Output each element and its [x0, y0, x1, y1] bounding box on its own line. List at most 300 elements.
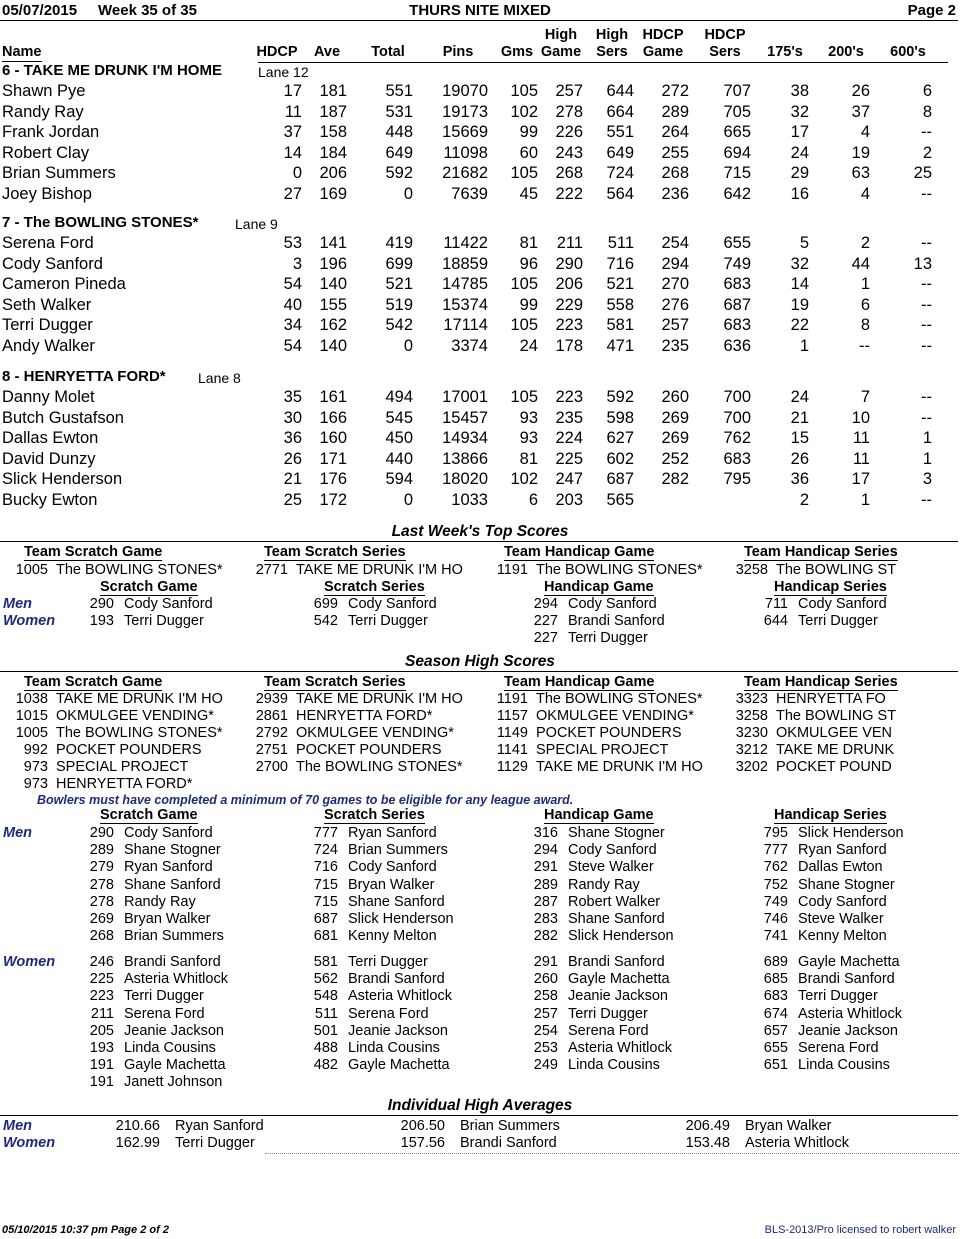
player-stat: 105: [510, 164, 538, 182]
last-week-team-team: The BOWLING STONES*: [56, 562, 223, 578]
average-value: 206.49: [685, 1118, 730, 1134]
player-stat: 21: [283, 470, 302, 488]
player-stat: 268: [555, 164, 583, 182]
bowler-name: Ryan Sanford: [798, 842, 887, 859]
player-stat: 260: [661, 388, 689, 406]
column-header: Gms: [500, 44, 534, 60]
season-team-team: The BOWLING STONES*: [536, 691, 703, 707]
player-stat: 162: [319, 316, 347, 334]
season-team-score: 2861: [255, 708, 288, 724]
player-stat: 38: [790, 82, 809, 100]
player-stat: --: [921, 123, 932, 141]
women-label: Women: [3, 1135, 56, 1151]
player-stat: 11422: [443, 234, 488, 252]
bowler-name: Cody Sanford: [348, 596, 437, 612]
season-team-team: POCKET POUNDERS: [536, 725, 682, 741]
season-team-team: TAKE ME DRUNK I'M HO: [296, 691, 463, 707]
season-team-score: 992: [23, 742, 48, 758]
bowler-name: Shane Sanford: [348, 893, 445, 910]
team-score-header: Team Handicap Series: [744, 674, 898, 690]
player-stat: 17: [283, 82, 302, 100]
player-stat: 29: [790, 164, 809, 182]
bowler-name: Slick Henderson: [798, 825, 904, 841]
player-stat: 3: [292, 254, 302, 273]
column-header: HDCP Game: [642, 27, 684, 60]
player-stat: 665: [723, 123, 751, 141]
player-stat: 6: [860, 295, 870, 314]
bowler-name: Linda Cousins: [568, 1057, 660, 1074]
men-label: Men: [3, 596, 32, 612]
column-header: HDCP: [256, 44, 298, 60]
player-stat: 10: [851, 408, 870, 427]
player-stat: 268: [661, 164, 689, 182]
column-header-rule: [258, 62, 948, 63]
season-rule: [0, 671, 958, 672]
player-stat: 19: [851, 143, 870, 162]
column-header: High Sers: [595, 27, 629, 60]
season-team-score: 3258: [735, 708, 768, 724]
bowler-name: Gayle Machetta: [798, 954, 900, 970]
bowler-score: 191: [89, 1057, 114, 1074]
player-stat: 2: [922, 143, 932, 162]
player-stat: --: [921, 295, 932, 314]
player-stat: 636: [723, 336, 751, 355]
player-name: Bucky Ewton: [2, 490, 98, 509]
player-stat: 25: [913, 164, 932, 182]
player-stat: 102: [510, 470, 538, 488]
player-stat: 252: [661, 449, 689, 468]
bowler-name: Cody Sanford: [798, 893, 887, 910]
player-stat: 545: [385, 408, 413, 427]
bowler-name: Asteria Whitlock: [348, 988, 452, 1005]
player-stat: 40: [283, 295, 302, 314]
bowler-score: 291: [533, 859, 558, 876]
player-stat: 19173: [442, 102, 488, 121]
team-title: 6 - TAKE ME DRUNK I'M HOME: [2, 62, 222, 79]
season-team-team: POCKET POUNDERS: [296, 742, 442, 758]
last-week-team-score: 3258: [735, 562, 768, 578]
bowler-name: Serena Ford: [568, 1022, 649, 1039]
bowler-score: 278: [89, 876, 114, 893]
average-bowler: Brian Summers: [460, 1118, 560, 1134]
season-team-team: HENRYETTA FORD*: [56, 776, 193, 792]
bowler-score: 683: [763, 988, 788, 1005]
men-label: Men: [3, 825, 32, 841]
player-stat: 699: [385, 254, 413, 273]
season-team-team: OKMULGEE VENDING*: [56, 708, 214, 724]
bowler-score: 289: [533, 876, 558, 893]
bowler-score: 316: [533, 825, 558, 841]
bowler-score: 287: [533, 893, 558, 910]
column-header: HDCP Sers: [704, 27, 746, 60]
individual-score-header: Scratch Series: [324, 579, 425, 595]
player-stat: 8: [860, 316, 870, 334]
last-week-team-score: 1191: [496, 562, 528, 578]
player-stat: 140: [319, 336, 347, 355]
bowler-score: 294: [533, 842, 558, 859]
player-stat: 655: [723, 234, 751, 252]
bowler-name: Brian Summers: [124, 928, 224, 945]
player-stat: 223: [555, 388, 583, 406]
player-stat: 471: [606, 336, 634, 355]
player-stat: 521: [385, 275, 413, 293]
player-stat: 649: [385, 143, 413, 162]
bowler-score: 715: [313, 876, 338, 893]
player-stat: 18020: [442, 470, 488, 488]
season-team-score: 1149: [496, 725, 528, 741]
player-stat: 229: [555, 295, 583, 314]
team-score-header: Team Scratch Series: [264, 674, 406, 690]
player-stat: 700: [723, 388, 751, 406]
bowler-score: 674: [763, 1005, 788, 1022]
bowler-score: 260: [533, 971, 558, 988]
player-stat: 184: [319, 143, 347, 162]
player-stat: 140: [319, 275, 347, 293]
column-header: Ave: [313, 44, 341, 60]
bowler-name: Jeanie Jackson: [568, 988, 668, 1005]
player-stat: 269: [661, 408, 689, 427]
player-stat: 551: [606, 123, 634, 141]
player-stat: 34: [283, 316, 302, 334]
player-stat: 21: [790, 408, 809, 427]
average-value: 153.48: [685, 1135, 730, 1151]
season-team-score: 1191: [496, 691, 528, 707]
season-team-team: OKMULGEE VEN: [776, 725, 893, 741]
season-team-score: 2751: [255, 742, 288, 758]
bowler-name: Randy Ray: [568, 876, 640, 893]
player-stat: 694: [723, 143, 751, 162]
bowler-score: 752: [763, 876, 788, 893]
player-stat: 683: [723, 275, 751, 293]
bowler-score: 282: [533, 928, 558, 945]
player-stat: 1: [922, 429, 932, 447]
printed-stamp: 05/10/2015 10:37 pm Page 2 of 2: [2, 1224, 169, 1236]
season-team-score: 2939: [255, 691, 288, 707]
player-stat: 6: [528, 490, 538, 509]
bowler-score: 249: [533, 1057, 558, 1074]
bowler-score: 762: [763, 859, 788, 876]
column-header: Pins: [442, 44, 474, 60]
bowler-score: 749: [763, 893, 788, 910]
bowler-score: 488: [313, 1040, 338, 1056]
bowler-name: Cody Sanford: [124, 825, 213, 841]
player-stat: 1: [922, 449, 932, 468]
bowler-score: 687: [313, 911, 338, 927]
player-stat: 24: [790, 388, 809, 406]
bowler-name: Brian Summers: [348, 842, 448, 859]
player-stat: 15457: [442, 408, 488, 427]
individual-score-header: Scratch Series: [324, 807, 425, 823]
average-value: 162.99: [115, 1135, 160, 1151]
player-stat: 169: [319, 184, 347, 203]
season-title: Season High Scores: [405, 653, 555, 670]
player-stat: 6: [922, 82, 932, 100]
season-team-team: TAKE ME DRUNK I'M HO: [56, 691, 223, 707]
bowler-name: Cody Sanford: [124, 596, 213, 612]
player-stat: 448: [385, 123, 413, 141]
team-lane: Lane 8: [198, 370, 241, 386]
column-header: 175's: [767, 44, 803, 60]
averages-rule: [0, 1115, 958, 1116]
season-team-team: SPECIAL PROJECT: [56, 759, 189, 775]
individual-score-header: Handicap Series: [774, 807, 887, 823]
player-stat: 26: [283, 449, 302, 468]
player-stat: 683: [723, 316, 751, 334]
player-stat: 224: [555, 429, 583, 447]
player-stat: 278: [555, 102, 583, 121]
average-bowler: Brandi Sanford: [460, 1135, 557, 1151]
player-stat: 93: [519, 429, 538, 447]
player-stat: 1: [799, 336, 809, 355]
bowler-name: Gayle Machetta: [568, 971, 670, 988]
player-stat: 4: [860, 184, 870, 203]
player-stat: 14: [283, 143, 302, 162]
player-stat: 687: [606, 470, 634, 488]
bowler-score: 290: [89, 825, 114, 841]
bowler-name: Robert Walker: [568, 893, 661, 910]
bowler-name: Terri Dugger: [124, 988, 204, 1005]
bowler-score: 501: [313, 1022, 338, 1039]
bowler-name: Cody Sanford: [568, 842, 657, 859]
average-value: 210.66: [115, 1118, 160, 1134]
player-stat: --: [921, 234, 932, 252]
average-bowler: Terri Dugger: [175, 1135, 255, 1151]
bowler-score: 685: [763, 971, 788, 988]
player-stat: 627: [606, 429, 634, 447]
bowler-score: 777: [763, 842, 788, 859]
bowler-score: 291: [533, 954, 558, 970]
player-stat: 235: [555, 408, 583, 427]
player-stat: 592: [385, 164, 413, 182]
bowler-name: Dallas Ewton: [798, 859, 883, 876]
bowler-name: Gayle Machetta: [124, 1057, 226, 1074]
player-stat: 272: [661, 82, 689, 100]
bowler-score: 724: [313, 842, 338, 859]
bowler-score: 746: [763, 911, 788, 927]
player-stat: 243: [555, 143, 583, 162]
bowler-name: Shane Sanford: [124, 876, 221, 893]
bowler-name: Gayle Machetta: [348, 1057, 450, 1074]
bowler-score: 289: [89, 842, 114, 859]
team-score-header: Team Scratch Series: [264, 544, 406, 560]
player-stat: --: [921, 336, 932, 355]
player-stat: 196: [319, 254, 347, 273]
season-team-score: 2700: [255, 759, 288, 775]
player-stat: 166: [319, 408, 347, 427]
bowler-score: 294: [533, 596, 558, 612]
player-stat: 716: [606, 254, 634, 273]
bowler-name: Linda Cousins: [798, 1057, 890, 1074]
player-stat: 419: [385, 234, 413, 252]
player-name: David Dunzy: [2, 449, 96, 468]
player-stat: 81: [519, 449, 538, 468]
player-stat: 2: [799, 490, 809, 509]
player-stat: 32: [790, 102, 809, 121]
player-name: Shawn Pye: [2, 82, 86, 100]
player-stat: 60: [519, 143, 538, 162]
team-title: 8 - HENRYETTA FORD*: [2, 368, 166, 385]
player-stat: 707: [723, 82, 751, 100]
women-label: Women: [3, 613, 56, 629]
bowler-name: Janett Johnson: [124, 1074, 223, 1091]
bowler-score: 689: [763, 954, 788, 970]
player-stat: 27: [283, 184, 302, 203]
bowler-name: Linda Cousins: [348, 1040, 440, 1056]
season-team-team: POCKET POUND: [776, 759, 892, 775]
men-label: Men: [3, 1118, 32, 1134]
team-lane: Lane 9: [235, 216, 278, 232]
bowler-name: Randy Ray: [124, 893, 196, 910]
player-stat: 290: [555, 254, 583, 273]
player-stat: --: [921, 316, 932, 334]
women-label: Women: [3, 954, 56, 970]
bowler-name: Asteria Whitlock: [798, 1005, 902, 1022]
player-stat: 564: [606, 184, 634, 203]
season-team-team: HENRYETTA FORD*: [296, 708, 433, 724]
player-stat: 11: [284, 102, 302, 121]
bowler-score: 711: [764, 596, 788, 612]
player-stat: 0: [403, 184, 413, 203]
bowler-score: 193: [89, 613, 114, 629]
player-stat: 54: [283, 336, 302, 355]
bowler-name: Terri Dugger: [568, 630, 648, 646]
bowler-name: Serena Ford: [348, 1005, 429, 1022]
player-stat: 16: [790, 184, 809, 203]
player-stat: 15: [790, 429, 809, 447]
player-stat: 203: [555, 490, 583, 509]
player-stat: 8: [922, 102, 932, 121]
bowler-name: Shane Stogner: [568, 825, 665, 841]
league-name: THURS NITE MIXED: [409, 2, 551, 19]
player-name: Butch Gustafson: [2, 408, 124, 427]
bowler-name: Linda Cousins: [124, 1040, 216, 1056]
average-value: 157.56: [400, 1135, 445, 1151]
player-stat: 542: [385, 316, 413, 334]
player-stat: 0: [403, 336, 413, 355]
bowler-score: 193: [89, 1040, 114, 1056]
player-stat: 715: [723, 164, 751, 182]
team-score-header: Team Scratch Game: [24, 544, 163, 560]
bowler-score: 269: [89, 911, 114, 927]
bowler-name: Jeanie Jackson: [348, 1022, 448, 1039]
season-team-team: SPECIAL PROJECT: [536, 742, 669, 758]
player-stat: 289: [661, 102, 689, 121]
player-stat: 257: [661, 316, 689, 334]
player-stat: 24: [519, 336, 538, 355]
bowler-name: Ryan Sanford: [124, 859, 213, 876]
season-team-score: 3323: [735, 691, 768, 707]
season-team-score: 973: [23, 776, 48, 792]
season-team-score: 3202: [735, 759, 768, 775]
player-stat: 99: [519, 295, 538, 314]
bowler-name: Brandi Sanford: [798, 971, 895, 988]
player-stat: 700: [723, 408, 751, 427]
player-name: Frank Jordan: [2, 123, 100, 141]
player-stat: --: [921, 184, 932, 203]
bowler-name: Serena Ford: [124, 1005, 205, 1022]
season-team-score: 3212: [735, 742, 768, 758]
team-lane: Lane 12: [258, 64, 309, 80]
player-stat: 1: [860, 490, 870, 509]
average-bowler: Bryan Walker: [745, 1118, 832, 1134]
bowler-score: 254: [533, 1022, 558, 1039]
column-header: 200's: [828, 44, 864, 60]
bowler-score: 257: [533, 1005, 558, 1022]
averages-title: Individual High Averages: [387, 1097, 573, 1114]
bowler-score: 716: [313, 859, 338, 876]
player-stat: 749: [723, 254, 751, 273]
bowler-name: Bryan Walker: [348, 876, 435, 893]
average-value: 206.50: [400, 1118, 445, 1134]
bowler-name: Steve Walker: [568, 859, 654, 876]
player-stat: 37: [851, 102, 870, 121]
player-stat: 18859: [442, 254, 488, 273]
player-stat: 558: [606, 295, 634, 314]
player-stat: 158: [319, 123, 347, 141]
player-stat: 724: [606, 164, 634, 182]
player-stat: 282: [661, 470, 689, 488]
player-stat: 187: [319, 102, 347, 121]
player-stat: 24: [790, 143, 809, 162]
column-header: High Game: [540, 27, 582, 60]
player-name: Randy Ray: [2, 102, 84, 121]
player-stat: 26: [851, 82, 870, 100]
season-team-team: OKMULGEE VENDING*: [296, 725, 454, 741]
player-stat: --: [921, 490, 932, 509]
player-stat: 494: [385, 388, 413, 406]
bowler-name: Bryan Walker: [124, 911, 211, 927]
bowler-score: 278: [89, 893, 114, 910]
player-stat: 450: [385, 429, 413, 447]
player-name: Robert Clay: [2, 143, 90, 162]
player-name: Slick Henderson: [2, 470, 123, 488]
bowler-score: 211: [90, 1005, 114, 1022]
bowler-score: 246: [89, 954, 114, 970]
player-stat: 254: [661, 234, 689, 252]
player-stat: 226: [555, 123, 583, 141]
bowler-name: Terri Dugger: [348, 613, 428, 629]
player-stat: 160: [319, 429, 347, 447]
player-name: Joey Bishop: [2, 184, 92, 203]
column-header: 600's: [890, 44, 926, 60]
player-stat: 592: [606, 388, 634, 406]
page-number: Page 2: [907, 2, 956, 19]
season-team-score: 1157: [496, 708, 528, 724]
report-date: 05/07/2015: [2, 2, 78, 19]
season-team-score: 3230: [735, 725, 768, 741]
player-stat: 15374: [442, 295, 488, 314]
bowler-score: 268: [89, 928, 114, 945]
last-week-team-score: 2771: [255, 562, 288, 578]
bowler-name: Brandi Sanford: [568, 954, 665, 970]
player-stat: 1033: [451, 490, 488, 509]
player-stat: 17114: [443, 316, 488, 334]
season-team-team: HENRYETTA FO: [776, 691, 886, 707]
player-stat: 181: [319, 82, 347, 100]
bowler-name: Kenny Melton: [348, 928, 437, 945]
team-title: 7 - The BOWLING STONES*: [2, 214, 199, 231]
player-stat: 15669: [442, 123, 488, 141]
bowler-name: Terri Dugger: [798, 988, 878, 1005]
player-stat: 176: [319, 470, 347, 488]
player-stat: 17001: [442, 388, 488, 406]
player-stat: 255: [661, 143, 689, 162]
individual-score-header: Handicap Series: [774, 579, 887, 595]
player-stat: 276: [661, 295, 689, 314]
bowler-score: 227: [533, 613, 558, 629]
license-text: BLS-2013/Pro licensed to robert walker: [764, 1224, 956, 1236]
bowler-name: Asteria Whitlock: [568, 1040, 672, 1056]
